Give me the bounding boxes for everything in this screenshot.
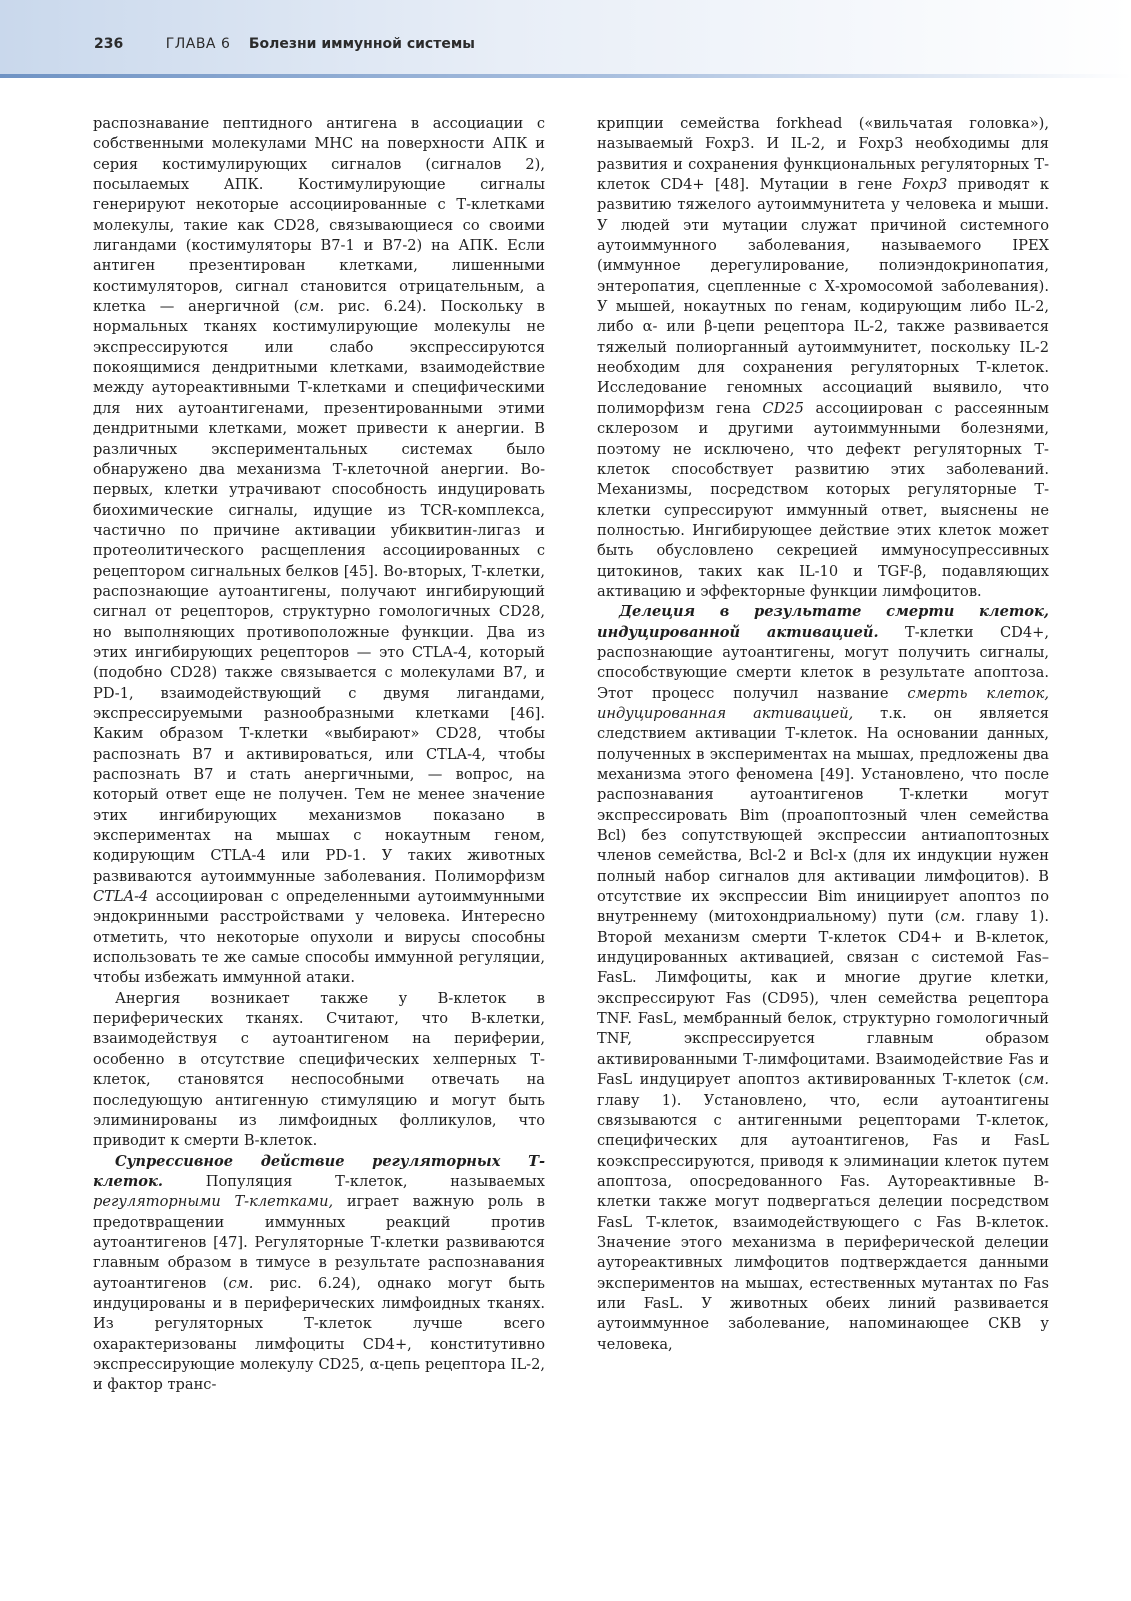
text-run: крипции семейства forkhead («вильчатая головка»), называемый Foxp3. И IL-2, и Foxp3 необходимы для развития и сохранения функциональных регуляторных Т-клеток CD4+ [48]. Мутации в гене — [597, 115, 1049, 194]
page-number: 236 — [94, 36, 124, 52]
emphasis-run: смерть клеток, индуцированная активацией, — [597, 684, 1049, 722]
text-run: Т-клетки CD4+, распознающие аутоантигены, могут получить сигналы, способствующие смерти клеток в результате апоптоза. Этот процесс получил название — [597, 623, 1049, 702]
emphasis-run: Foxp3 — [902, 176, 948, 194]
text-run: ассоциирован с рассеянным склерозом и другими аутоиммунными болезнями, поэтому не исключено, что дефект регуляторных Т-клеток способствует развитию этих заболеваний. Механизмы, посредством которых регуляторные Т-клетки супрессируют иммунный ответ, выяснены не полностью. Ингибирующее действие этих клеток может быть обусловлено секрецией иммуносупрессивных цитокинов, таких как IL-10 и TGF-β, подавляющих активацию и эффекторные функции лимфоцитов. — [597, 399, 1049, 600]
text-run: Анергия возникает также у В-клеток в периферических тканях. Считают, что В-клетки, взаимодействуя с аутоантигеном на периферии, особенно в отсутствие специфических хелперных Т-клеток, становятся неспособными отвечать на последующую антигенную стимуляцию и могут быть элиминированы из лимфоидных фолликулов, что приводит к смерти В-клеток. — [93, 989, 545, 1150]
text-run: рис. 6.24). Поскольку в нормальных тканях костимулирующие молекулы не экспрессируются или слабо экспрессируются покоящимися дендритными клетками, взаимодействие между аутореактивными Т-клетками и специфическими для них аутоантигенами, презентированными этими дендритными клетками, может привести к анергии. В различных экспериментальных системах было обнаружено два механизма Т-клеточной анергии. Во-первых, клетки утрачивают способность индуцировать биохимические сигналы, идущие из TCR-комплекса, частично по причине активации убиквитин-лигаз и протеолитического расщепления ассоциированных с рецептором сигнальных белков [45]. Во-вторых, Т-клетки, распознающие аутоантигены, получают ингибирующий сигнал от рецепторов, структурно гомологичных CD28, но выполняющих противоположные функции. Два из этих ингибирующих рецепторов — это CTLA-4, который (подобно CD28) также связывается с молекулами В7, и PD-1, взаимодействующий с двумя лигандами, экспрессируемыми разнообразными клетками [46]. Каким образом Т-клетки «выбирают» CD28, чтобы распознать В7 и активироваться, или CTLA-4, чтобы распознать В7 и стать анергичными, — вопрос, на который ответ еще не получен. Тем не менее значение этих ингибирующих механизмов показано в экспериментах на мышах с нокаутным геном, кодирующим CTLA-4 или PD-1. У таких животных развиваются аутоиммунные заболевания. Полиморфизм — [93, 298, 546, 885]
emphasis-run: см. — [299, 298, 325, 316]
emphasis-run: регуляторными Т-клетками, — [93, 1193, 334, 1211]
left-column — [93, 114, 545, 1396]
running-head — [94, 36, 475, 52]
text-run: Популяция Т-клеток, называемых — [162, 1172, 545, 1190]
emphasis-run: см. — [1024, 1071, 1049, 1089]
body-paragraph — [93, 1152, 545, 1396]
emphasis-run: CTLA-4 — [93, 888, 149, 906]
text-run: рис. 6.24), однако могут быть индуцированы и в периферических лимфоидных тканях. Из регуляторных Т-клеток лучше всего охарактеризованы лимфоциты CD4+, конститутивно экспрессирующие молекулу CD25, α-цепь рецептора IL-2, и фактор транс- — [93, 1274, 545, 1394]
text-run: ассоциирован с определенными аутоиммунными эндокринными расстройствами у человека. Интересно отметить, что некоторые опухоли и вирусы способны использовать те же самые способы иммунной регуляции, чтобы избежать иммунной атаки. — [93, 888, 545, 987]
text-run: играет важную роль в предотвращении иммунных реакций против аутоантигенов [47]. Регуляторные Т-клетки развиваются главным образом в тимусе в результате распознавания аутоантигенов ( — [93, 1193, 545, 1292]
text-run: главу 1). Второй механизм смерти Т-клеток CD4+ и В-клеток, индуцированных активацией, связан с системой Fas–FasL. Лимфоциты, как и многие другие клетки, экспрессируют Fas (CD95), член семейства рецептора TNF. FasL, мембранный белок, структурно гомологичный TNF, экспрессируется главным образом активированными Т-лимфоцитами. Взаимодействие Fas и FasL индуцирует апоптоз активированных Т-клеток ( — [597, 908, 1049, 1089]
body-paragraph — [597, 114, 1049, 602]
body-paragraph — [597, 602, 1049, 1355]
emphasis-run: CD25 — [762, 399, 804, 417]
header-rule — [0, 74, 1131, 78]
text-run: главу 1). Установлено, что, если аутоантигены связываются с антигенными рецепторами Т-клеток, специфических для аутоантигенов, Fas и FasL коэкспрессируются, приводя к элиминации клеток путем апоптоза, опосредованного Fas. Аутореактивные В-клетки также могут подвергаться делеции посредством FasL Т-клеток, взаимодействующего с Fas В-клеток. Значение этого механизма в периферической делеции аутореактивных лимфоцитов подтверждается данными экспериментов на мышах, естественных мутантах по Fas или FasL. У животных обеих линий развивается аутоиммунное заболевание, напоминающее СКВ у человека, — [597, 1091, 1049, 1353]
emphasis-run: см. — [228, 1274, 254, 1292]
emphasis-run: см. — [940, 908, 966, 926]
text-run: распознавание пептидного антигена в ассоциации с собственными молекулами МНС на поверхности АПК и серия костимулирующих сигналов (сигналов 2), посылаемых АПК. Костимулирующие сигналы генерируют некоторые ассоциированные с Т-клетками молекулы, такие как CD28, связывающиеся со своими лигандами (костимуляторы В7-1 и В7-2) на АПК. Если антиген презентирован клетками, лишенными костимуляторов, сигнал становится отрицательным, а клетка — анергичной ( — [93, 115, 545, 316]
right-column — [597, 114, 1049, 1355]
chapter-title: Болезни иммунной системы — [248, 36, 475, 52]
text-run: приводят к развитию тяжелого аутоиммунитета у человека и мыши. У людей эти мутации служат причиной системного аутоиммунного заболевания, называемого IPEX (иммунное дерегулирование, полиэндокринопатия, энтеропатия, сцепленные с Х-хромосомой заболевания). У мышей, нокаутных по генам, кодирующим либо IL-2, либо α- или β-цепи рецептора IL-2, также развивается тяжелый полиорганный аутоиммунитет, поскольку IL-2 необходим для сохранения регуляторных Т-клеток. Исследование геномных ассоциаций выявило, что полиморфизм гена — [597, 176, 1050, 417]
body-paragraph — [93, 114, 545, 989]
text-run: т.к. он является следствием активации Т-клеток. На основании данных, полученных в экспериментах на мышах, предложены два механизма этого феномена [49]. Установлено, что после распознавания аутоантигенов Т-клетки могут экспрессировать Bim (проапоптозный член семейства Bcl) без сопутствующей экспрессии антиапоптозных членов семейства, Bcl-2 и Bcl-x (для их индукции нужен полный набор сигналов для активации лимфоцитов). В отсутствие их экспрессии Bim инициирует апоптоз по внутреннему (митохондриальному) пути ( — [597, 704, 1049, 926]
section-heading-run: Делеция в результате смерти клеток, индуцированной активацией. — [597, 603, 1049, 641]
body-paragraph — [93, 989, 545, 1152]
page-header — [0, 0, 1131, 78]
section-heading-run: Супрессивное действие регуляторных Т-клеток. — [93, 1152, 545, 1190]
chapter-label: ГЛАВА 6 — [165, 36, 231, 52]
